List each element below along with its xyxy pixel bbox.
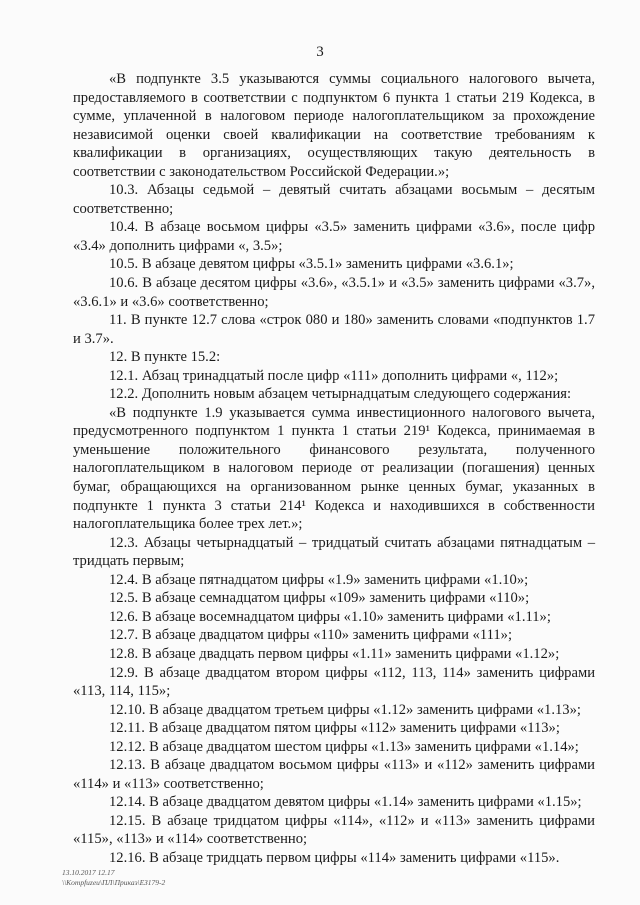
paragraph-12-6: 12.6. В абзаце восемнадцатом цифры «1.10» заменить цифрами «1.11»;: [109, 608, 551, 625]
document-body: [73, 70, 595, 868]
paragraph-quote-3-5: «В подпункте 3.5 указываются суммы социального налогового вычета, предоставляемого в соответствии с подпунктом 6 пункта 1 статьи 219 Кодекса, в сумме, уплаченной в налоговом периоде налогоплательщиком за прохождение независимой оценки своей квалификации на соответствие требованиям к квалификации в организациях, осуществляющих такую деятельность в соответствии с законодательством Российской Федерации.»;: [73, 71, 595, 180]
paragraph-10-5: 10.5. В абзаце девятом цифры «3.5.1» заменить цифрами «3.6.1»;: [109, 256, 514, 273]
paragraph-12-10: 12.10. В абзаце двадцатом третьем цифры «1.12» заменить цифрами «1.13»;: [109, 701, 581, 718]
paragraph-12: 12. В пункте 15.2:: [109, 349, 221, 366]
paragraph-10-3: 10.3. Абзацы седьмой – девятый считать абзацами восьмым – десятым соответственно;: [73, 182, 595, 217]
footer-file-path: \\Kompfuzeu\ПЛ\Приказ\ЕЗ179-2: [62, 878, 166, 887]
footer-timestamp: 13.10.2017 12.17: [62, 868, 115, 877]
paragraph-12-1: 12.1. Абзац тринадцатый после цифр «111» дополнить цифрами «, 112»;: [109, 367, 559, 384]
paragraph-10-6: 10.6. В абзаце десятом цифры «3.6», «3.5.1» и «3.5» заменить цифрами «3.7», «3.6.1» и «3.6» соответственно;: [73, 275, 595, 310]
paragraph-12-14: 12.14. В абзаце двадцатом девятом цифры «1.14» заменить цифрами «1.15»;: [109, 794, 582, 811]
paragraph-12-2: 12.2. Дополнить новым абзацем четырнадцатым следующего содержания:: [109, 386, 572, 403]
paragraph-12-11: 12.11. В абзаце двадцатом пятом цифры «112» заменить цифрами «113»;: [109, 720, 560, 737]
paragraph-quote-1-9: «В подпункте 1.9 указывается сумма инвестиционного налогового вычета, предусмотренного подпунктом 1 пункта 1 статьи 219¹ Кодекса, принимаемая в уменьшение положительного финансового результата, полученного налогоплательщиком в налоговом периоде от реализации (погашения) ценных бумаг, обращающихся на организованном рынке ценных бумаг, указанных в подпункте 1 пункта 3 статьи 214¹ Кодекса и находившихся в собственности налогоплательщика более трех лет.»;: [73, 404, 595, 533]
document-footer: [62, 868, 165, 888]
paragraph-12-15: 12.15. В абзаце тридцатом цифры «114», «112» и «113» заменить цифрами «115», «113» и «114» соответственно;: [73, 812, 595, 848]
paragraph-11: 11. В пункте 12.7 слова «строк 080 и 180» заменить словами «подпунктов 1.7 и 3.7».: [73, 312, 595, 347]
paragraph-12-13: 12.13. В абзаце двадцатом восьмом цифры «113» и «112» заменить цифрами «114» и «113» соответственно;: [73, 757, 595, 792]
paragraph-12-7: 12.7. В абзаце двадцатом цифры «110» заменить цифрами «111»;: [109, 627, 512, 644]
paragraph-12-3: 12.3. Абзацы четырнадцатый – тридцатый считать абзацами пятнадцатым – тридцать первым;: [73, 534, 595, 570]
paragraph-10-4: 10.4. В абзаце восьмом цифры «3.5» заменить цифрами «3.6», после цифр «3.4» дополнить цифрами «, 3.5»;: [73, 219, 595, 254]
paragraph-12-12: 12.12. В абзаце двадцатом шестом цифры «1.13» заменить цифрами «1.14»;: [109, 738, 579, 755]
page-number: 3: [316, 44, 324, 60]
paragraph-12-9: 12.9. В абзаце двадцатом втором цифры «112, 113, 114» заменить цифрами «113, 114, 115»;: [73, 664, 595, 700]
paragraph-12-8: 12.8. В абзаце двадцать первом цифры «1.11» заменить цифрами «1.12»;: [109, 645, 560, 662]
paragraph-12-16: 12.16. В абзаце тридцать первом цифры «114» заменить цифрами «115».: [109, 849, 560, 866]
paragraph-12-4: 12.4. В абзаце пятнадцатом цифры «1.9» заменить цифрами «1.10»;: [109, 571, 529, 588]
paragraph-12-5: 12.5. В абзаце семнадцатом цифры «109» заменить цифрами «110»;: [109, 590, 530, 607]
